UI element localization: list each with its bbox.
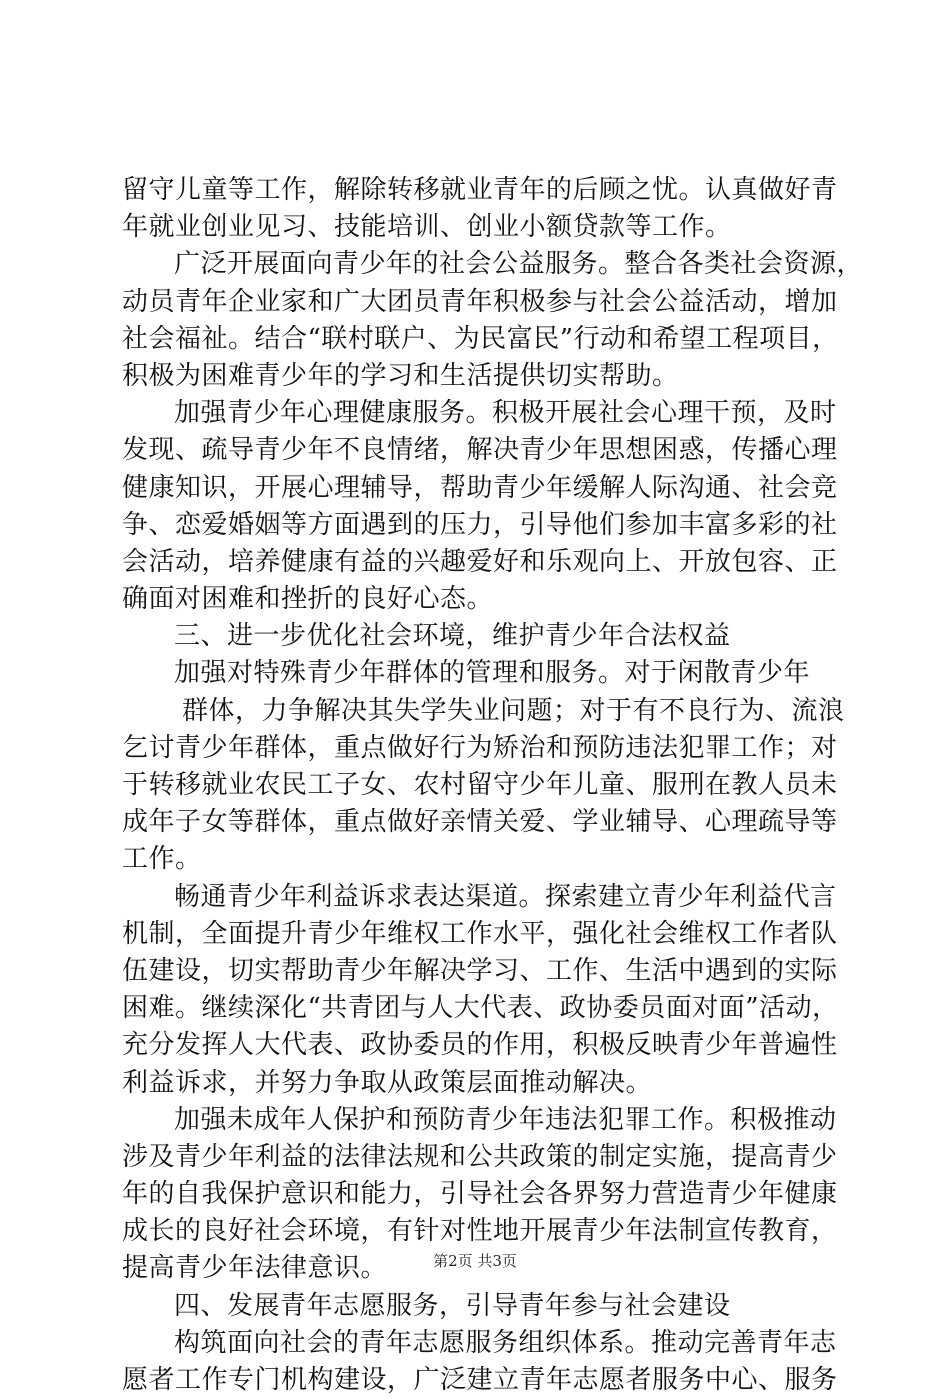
- paragraph-line: 积极为困难青少年的学习和生活提供切实帮助。: [122, 360, 679, 391]
- paragraph-line: 利益诉求，并努力争取从政策层面推动解决。: [122, 1067, 653, 1098]
- paragraph-line: 困难。继续深化“共青团与人大代表、政协委员面对面”活动，: [122, 993, 839, 1024]
- paragraph-line: 乞讨青少年群体，重点做好行为矫治和预防违法犯罪工作；对: [122, 732, 838, 763]
- paragraph-line: 健康知识，开展心理辅导，帮助青少年缓解人际沟通、社会竞: [122, 472, 838, 503]
- paragraph-line: 加强未成年人保护和预防青少年违法犯罪工作。积极推动: [174, 1104, 837, 1135]
- paragraph-line: 发现、疏导青少年不良情绪，解决青少年思想困惑，传播心理: [122, 435, 838, 466]
- paragraph-line: 年的自我保护意识和能力，引导社会各界努力营造青少年健康: [122, 1179, 838, 1210]
- paragraph-line: 争、恋爱婚姻等方面遇到的压力，引导他们参加丰富多彩的社: [122, 509, 838, 540]
- section-heading: 四、发展青年志愿服务，引导青年参与社会建设: [174, 1290, 731, 1321]
- paragraph-line: 涉及青少年利益的法律法规和公共政策的制定实施，提高青少: [122, 1141, 838, 1172]
- paragraph-line: 充分发挥人大代表、政协委员的作用，积极反映青少年普遍性: [122, 1030, 838, 1061]
- document-body: [122, 172, 864, 1399]
- paragraph-line: 留守儿童等工作，解除转移就业青年的后顾之忧。认真做好青: [122, 175, 838, 205]
- page-footer: 第2页 共3页: [433, 1252, 517, 1270]
- paragraph-line: 伍建设，切实帮助青少年解决学习、工作、生活中遇到的实际: [122, 955, 838, 986]
- paragraph-line: 成年子女等群体，重点做好亲情关爱、学业辅导、心理疏导等: [122, 807, 838, 838]
- paragraph-line: 动员青年企业家和广大团员青年积极参与社会公益活动，增加: [122, 286, 838, 317]
- paragraph-line: 愿者工作专门机构建设，广泛建立青年志愿者服务中心、服务: [122, 1365, 838, 1395]
- paragraph-line: 于转移就业农民工子女、农村留守少年儿童、服刑在教人员未: [122, 770, 838, 800]
- paragraph-line: 广泛开展面向青少年的社会公益服务。整合各类社会资源，: [174, 249, 864, 280]
- paragraph-line: 机制，全面提升青少年维权工作水平，强化社会维权工作者队: [122, 918, 838, 949]
- paragraph-line: 年就业创业见习、技能培训、创业小额贷款等工作。: [122, 212, 732, 243]
- paragraph-line: 构筑面向社会的青年志愿服务组织体系。推动完善青年志: [174, 1327, 837, 1358]
- paragraph-line: 加强对特殊青少年群体的管理和服务。对于闲散青少年: [174, 658, 811, 689]
- paragraph-line: 群体，力争解决其失学失业问题；对于有不良行为、流浪: [182, 695, 845, 726]
- paragraph-line: 畅通青少年利益诉求表达渠道。探索建立青少年利益代言: [174, 881, 837, 912]
- paragraph-line: 社会福祉。结合“联村联户、为民富民”行动和希望工程项目，: [122, 323, 839, 354]
- paragraph-line: 确面对困难和挫折的良好心态。: [122, 584, 494, 615]
- section-heading: 三、进一步优化社会环境，维护青少年合法权益: [174, 621, 731, 652]
- paragraph-line: 提高青少年法律意识。: [122, 1253, 388, 1284]
- paragraph-line: 工作。: [122, 844, 202, 875]
- paragraph-line: 会活动，培养健康有益的兴趣爱好和乐观向上、开放包容、正: [122, 546, 838, 577]
- paragraph-line: 加强青少年心理健康服务。积极开展社会心理干预，及时: [174, 398, 837, 429]
- paragraph-line: 成长的良好社会环境，有针对性地开展青少年法制宣传教育，: [122, 1216, 838, 1247]
